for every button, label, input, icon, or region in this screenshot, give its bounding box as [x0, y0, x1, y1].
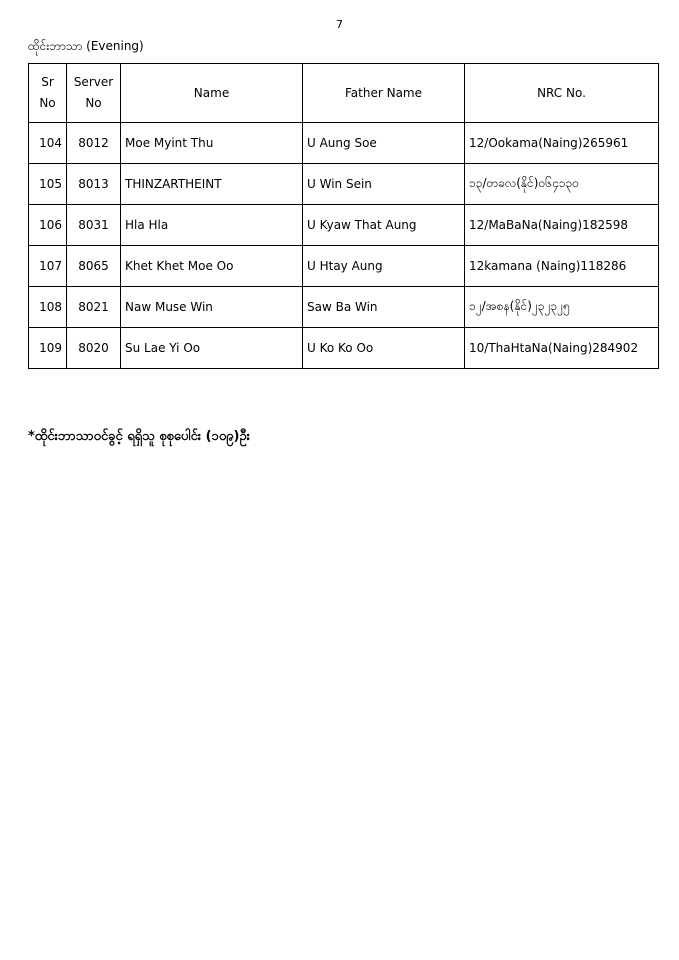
cell-sr-no: 108	[29, 287, 67, 328]
cell-nrc-no: 10/ThaHtaNa(Naing)284902	[465, 328, 659, 369]
cell-nrc-no: ၁၃/တခလ(နိုင်)၀၆၄၁၃၀	[465, 164, 659, 205]
page-number: 7	[336, 18, 343, 31]
table-row	[29, 205, 659, 246]
header-server-no	[67, 64, 121, 123]
cell-name: Su Lae Yi Oo	[121, 328, 303, 369]
cell-sr-no: 105	[29, 164, 67, 205]
cell-server-no: 8065	[67, 246, 121, 287]
header-sr-no: Sr No	[29, 64, 67, 123]
cell-server-no: 8021	[67, 287, 121, 328]
table-row	[29, 246, 659, 287]
cell-server-no: 8031	[67, 205, 121, 246]
cell-server-no: 8012	[67, 123, 121, 164]
cell-name: Khet Khet Moe Oo	[121, 246, 303, 287]
cell-father-name: U Aung Soe	[303, 123, 465, 164]
table-row	[29, 328, 659, 369]
cell-nrc-no: ၁၂/အစန(နိုင်)၂၃၂၃၂၅	[465, 287, 659, 328]
header-name: Name	[121, 64, 303, 123]
cell-nrc-no: 12kamana (Naing)118286	[465, 246, 659, 287]
table-row	[29, 287, 659, 328]
cell-name: Hla Hla	[121, 205, 303, 246]
cell-father-name: U Win Sein	[303, 164, 465, 205]
cell-sr-no: 106	[29, 205, 67, 246]
cell-father-name: U Ko Ko Oo	[303, 328, 465, 369]
header-server-no-line1: Server	[73, 75, 114, 89]
cell-server-no: 8013	[67, 164, 121, 205]
cell-father-name: U Htay Aung	[303, 246, 465, 287]
cell-father-name: Saw Ba Win	[303, 287, 465, 328]
results-table	[28, 63, 659, 369]
table-header-row	[29, 64, 659, 123]
cell-name: THINZARTHEINT	[121, 164, 303, 205]
cell-server-no: 8020	[67, 328, 121, 369]
total-count-note: *ထိုင်းဘာသာဝင်ခွင့် ရရှိသူ စုစုပေါင်း (၁၀၉)ဦး	[28, 429, 250, 444]
cell-sr-no: 109	[29, 328, 67, 369]
section-title: ထိုင်းဘာသာ (Evening)	[28, 39, 144, 53]
cell-father-name: U Kyaw That Aung	[303, 205, 465, 246]
cell-sr-no: 107	[29, 246, 67, 287]
header-server-no-line2: No	[85, 96, 102, 110]
header-nrc-no: NRC No.	[465, 64, 659, 123]
header-father-name: Father Name	[303, 64, 465, 123]
cell-nrc-no: 12/Ookama(Naing)265961	[465, 123, 659, 164]
table-row	[29, 123, 659, 164]
cell-nrc-no: 12/MaBaNa(Naing)182598	[465, 205, 659, 246]
cell-name: Naw Muse Win	[121, 287, 303, 328]
cell-name: Moe Myint Thu	[121, 123, 303, 164]
table-row	[29, 164, 659, 205]
cell-sr-no: 104	[29, 123, 67, 164]
